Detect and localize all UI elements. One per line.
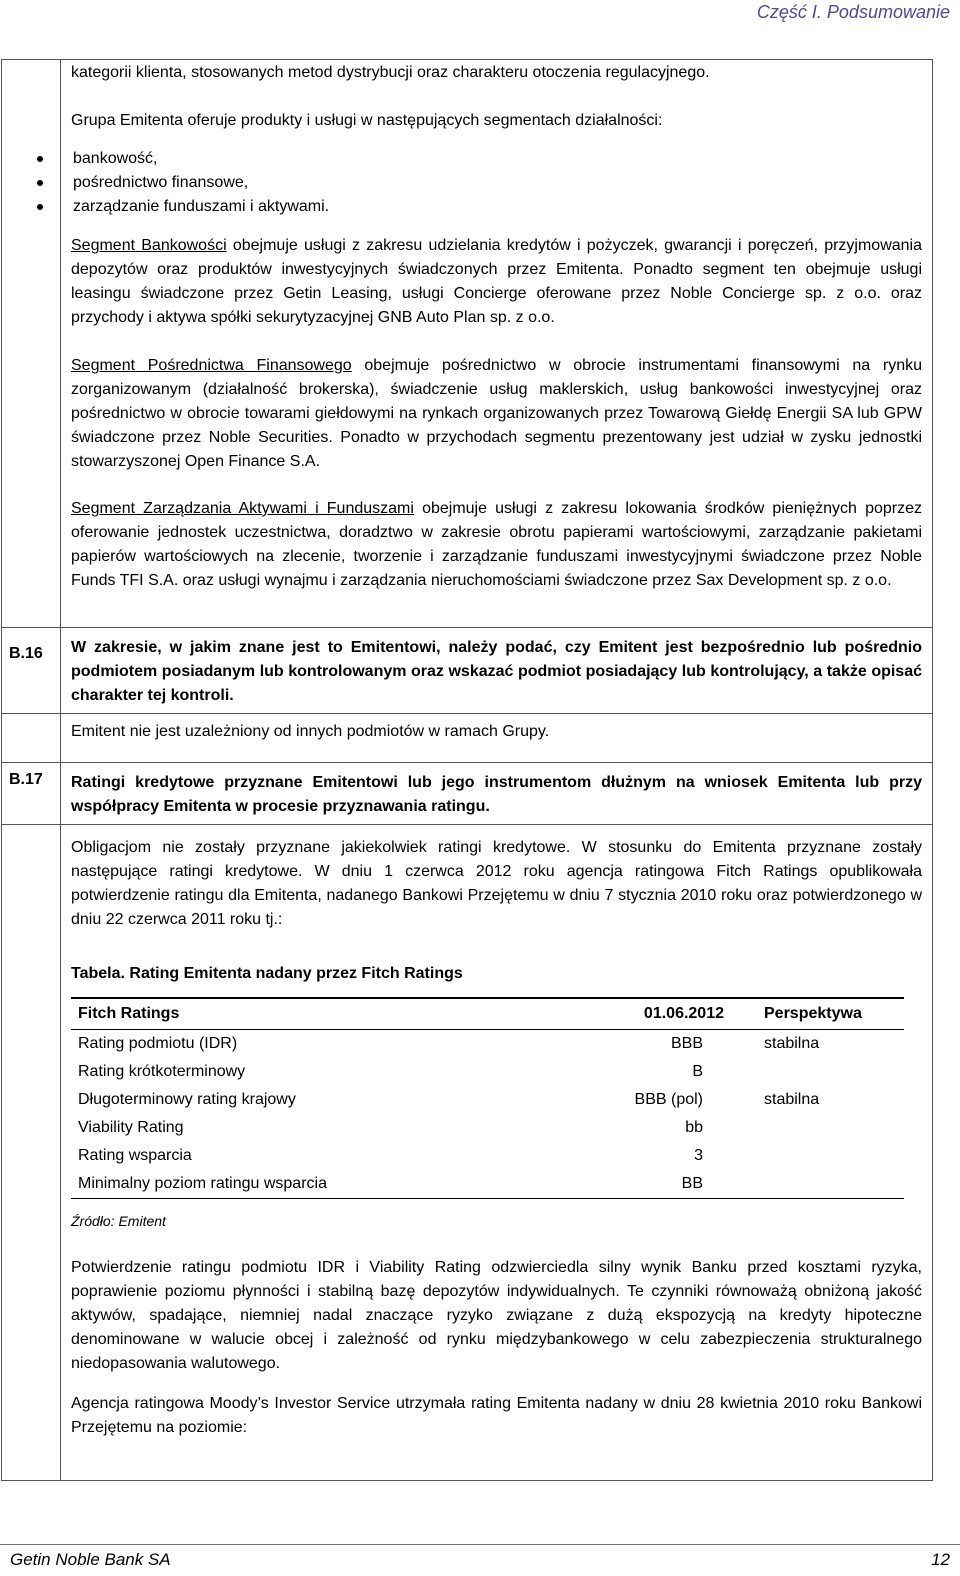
cell-rating-value: B bbox=[692, 1063, 703, 1080]
b17-paragraph-2: Potwierdzenie ratingu podmiotu IDR i Viability Rating odzwierciedla silny wynik Banku przed kosztami ryzyka, poprawienie poziomu płynności i stabilną bazę depozytów indywidualnych. Te czynniki równoważą obniżoną jakość aktywów, spadające, niemniej nadal znaczące ryzyko związane z dużą ekspozycją na kredyty hipoteczne denominowane w walucie obcej i zależność od rynku międzybankowego w celu zabezpieczenia strukturalnego niedopasowania walutowego. bbox=[71, 1259, 922, 1372]
rating-table bbox=[71, 997, 904, 1199]
table-row bbox=[71, 1030, 904, 1059]
b17-paragraph-3: Agencja ratingowa Moody’s Investor Service utrzymała rating Emitenta nadany w dniu 28 kwietnia 2010 roku Bankowi Przejętemu na poziomie: bbox=[71, 1395, 922, 1436]
section-header: Część I. Podsumowanie bbox=[756, 2, 950, 22]
cell-rating-name: Viability Rating bbox=[78, 1119, 184, 1136]
bullet-item: bankowość, bbox=[0, 147, 922, 171]
cell-rating-name: Rating wsparcia bbox=[78, 1147, 192, 1164]
rating-table-title: Tabela. Rating Emitenta nadany przez Fitch Ratings bbox=[71, 965, 463, 982]
cell-rating-outlook bbox=[744, 1058, 904, 1086]
section-code-b17: B.17 bbox=[9, 771, 43, 788]
cell-rating-value: BB bbox=[534, 1170, 744, 1199]
b16-answer: Emitent nie jest uzależniony od innych podmiotów w ramach Grupy. bbox=[71, 723, 550, 740]
footer-divider bbox=[0, 1544, 960, 1545]
segment-brokerage-title: Segment Pośrednictwa Finansowego bbox=[71, 357, 352, 374]
table-row bbox=[71, 1114, 904, 1142]
table-header-row bbox=[71, 998, 904, 1030]
table-row bbox=[71, 1142, 904, 1170]
segment-brokerage-text: obejmuje pośrednictwo w obrocie instrumentami finansowymi na rynku zorganizowanym (działalność brokerska), świadczenie usług maklerskich, usług bankowości inwestycyjnej oraz pośrednictwo w obrocie towarami giełdowymi na rynkach organizowanych przez Towarową Giełdę Energii SA lub GPW świadczone przez Noble Securities. Ponadto w przychodach segmentu prezentowany jest udział w zysku jednostki stowarzyszonej Open Finance S.A. bbox=[71, 357, 922, 470]
row-divider bbox=[1, 762, 933, 763]
segment-banking-paragraph bbox=[71, 234, 922, 330]
cell-rating-name: Minimalny poziom ratingu wsparcia bbox=[71, 1170, 534, 1199]
cell-rating-name: Rating podmiotu (IDR) bbox=[78, 1035, 238, 1052]
column-divider bbox=[60, 59, 61, 1481]
table-source-note: Źródło: Emitent bbox=[71, 1213, 166, 1229]
segment-asset-mgmt-paragraph bbox=[71, 497, 922, 593]
segment-asset-mgmt-title: Segment Zarządzania Aktywami i Funduszami bbox=[71, 500, 414, 517]
segment-banking-text: obejmuje usługi z zakresu udzielania kredytów i pożyczek, gwarancji i poręczeń, przyjmowania depozytów oraz produktów inwestycyjnych świadczonych przez Emitenta. Ponadto segment ten obejmuje usługi leasingu świadczone przez Getin Leasing, usługi Concierge oferowane przez Noble Concierge sp. z o.o. oraz przychody i aktywa spółki sekurytyzacyjnej GNB Auto Plan sp. z o.o. bbox=[71, 237, 923, 326]
bullet-item: zarządzanie funduszami i aktywami. bbox=[0, 195, 922, 219]
footer-page-number: 12 bbox=[931, 1550, 950, 1569]
cell-rating-name: Długoterminowy rating krajowy bbox=[78, 1091, 296, 1108]
segment-brokerage-paragraph bbox=[71, 354, 922, 474]
cell-rating-outlook bbox=[744, 1142, 904, 1170]
intro-line-2: Grupa Emitenta oferuje produkty i usługi w następujących segmentach działalności: bbox=[71, 112, 663, 129]
table-row bbox=[71, 1170, 904, 1199]
segment-bullet-list bbox=[71, 147, 922, 219]
col-header-outlook: Perspektywa bbox=[744, 998, 904, 1030]
col-header-agency: Fitch Ratings bbox=[71, 998, 534, 1030]
cell-rating-outlook: stabilna bbox=[764, 1035, 820, 1052]
cell-rating-outlook bbox=[744, 1170, 904, 1199]
bullet-item: pośrednictwo finansowe, bbox=[0, 171, 922, 195]
cell-rating-value: BBB bbox=[670, 1035, 703, 1052]
b16-question: W zakresie, w jakim znane jest to Emitentowi, należy podać, czy Emitent jest bezpośrednio lub pośrednio podmiotem posiadanym lub kontrolowanym oraz wskazać podmiot posiadający lub kontrolujący, a także opisać charakter tej kontroli. bbox=[71, 639, 922, 704]
col-header-date: 01.06.2012 bbox=[534, 998, 744, 1030]
segment-banking-title: Segment Bankowości bbox=[71, 237, 227, 254]
cell-rating-value: 3 bbox=[694, 1147, 703, 1164]
cell-rating-value: BBB (pol) bbox=[634, 1091, 703, 1108]
row-divider bbox=[1, 824, 933, 825]
table-row bbox=[71, 1058, 904, 1086]
row-divider bbox=[1, 713, 933, 714]
section-code-b16: B.16 bbox=[9, 645, 43, 662]
intro-line-1: kategorii klienta, stosowanych metod dystrybucji oraz charakteru otoczenia regulacyjnego. bbox=[71, 64, 710, 81]
b17-question: Ratingi kredytowe przyznane Emitentowi lub jego instrumentom dłużnym na wniosek Emitenta lub przy współpracy Emitenta w procesie przyznawania ratingu. bbox=[71, 774, 922, 815]
row-divider bbox=[1, 627, 933, 628]
b17-paragraph-1: Obligacjom nie zostały przyznane jakiekolwiek ratingi kredytowe. W stosunku do Emitenta przyznane zostały następujące ratingi kredytowe. W dniu 1 czerwca 2012 roku agencja ratingowa Fitch Ratings opublikowała potwierdzenie ratingu dla Emitenta, nadanego Bankowi Przejętemu w dniu 7 stycznia 2010 roku oraz potwierdzonego w dniu 22 czerwca 2011 roku tj.: bbox=[71, 839, 922, 928]
cell-rating-value: bb bbox=[685, 1119, 703, 1136]
cell-rating-name: Rating krótkoterminowy bbox=[78, 1063, 246, 1080]
segment-asset-mgmt-text: obejmuje usługi z zakresu lokowania środków pieniężnych poprzez oferowanie jednostek uczestnictwa, doradztwo w zakresie obrotu papierami wartościowymi, zarządzanie pakietami papierów wartościowych na zlecenie, tworzenie i zarządzanie funduszami inwestycyjnymi świadczone przez Noble Funds TFI S.A. oraz usługi wynajmu i zarządzania nieruchomościami świadczone przez Sax Development sp. z o.o. bbox=[71, 500, 922, 589]
footer-company: Getin Noble Bank SA bbox=[10, 1550, 171, 1569]
cell-rating-outlook: stabilna bbox=[764, 1091, 820, 1108]
cell-rating-outlook bbox=[744, 1114, 904, 1142]
table-row bbox=[71, 1086, 904, 1114]
